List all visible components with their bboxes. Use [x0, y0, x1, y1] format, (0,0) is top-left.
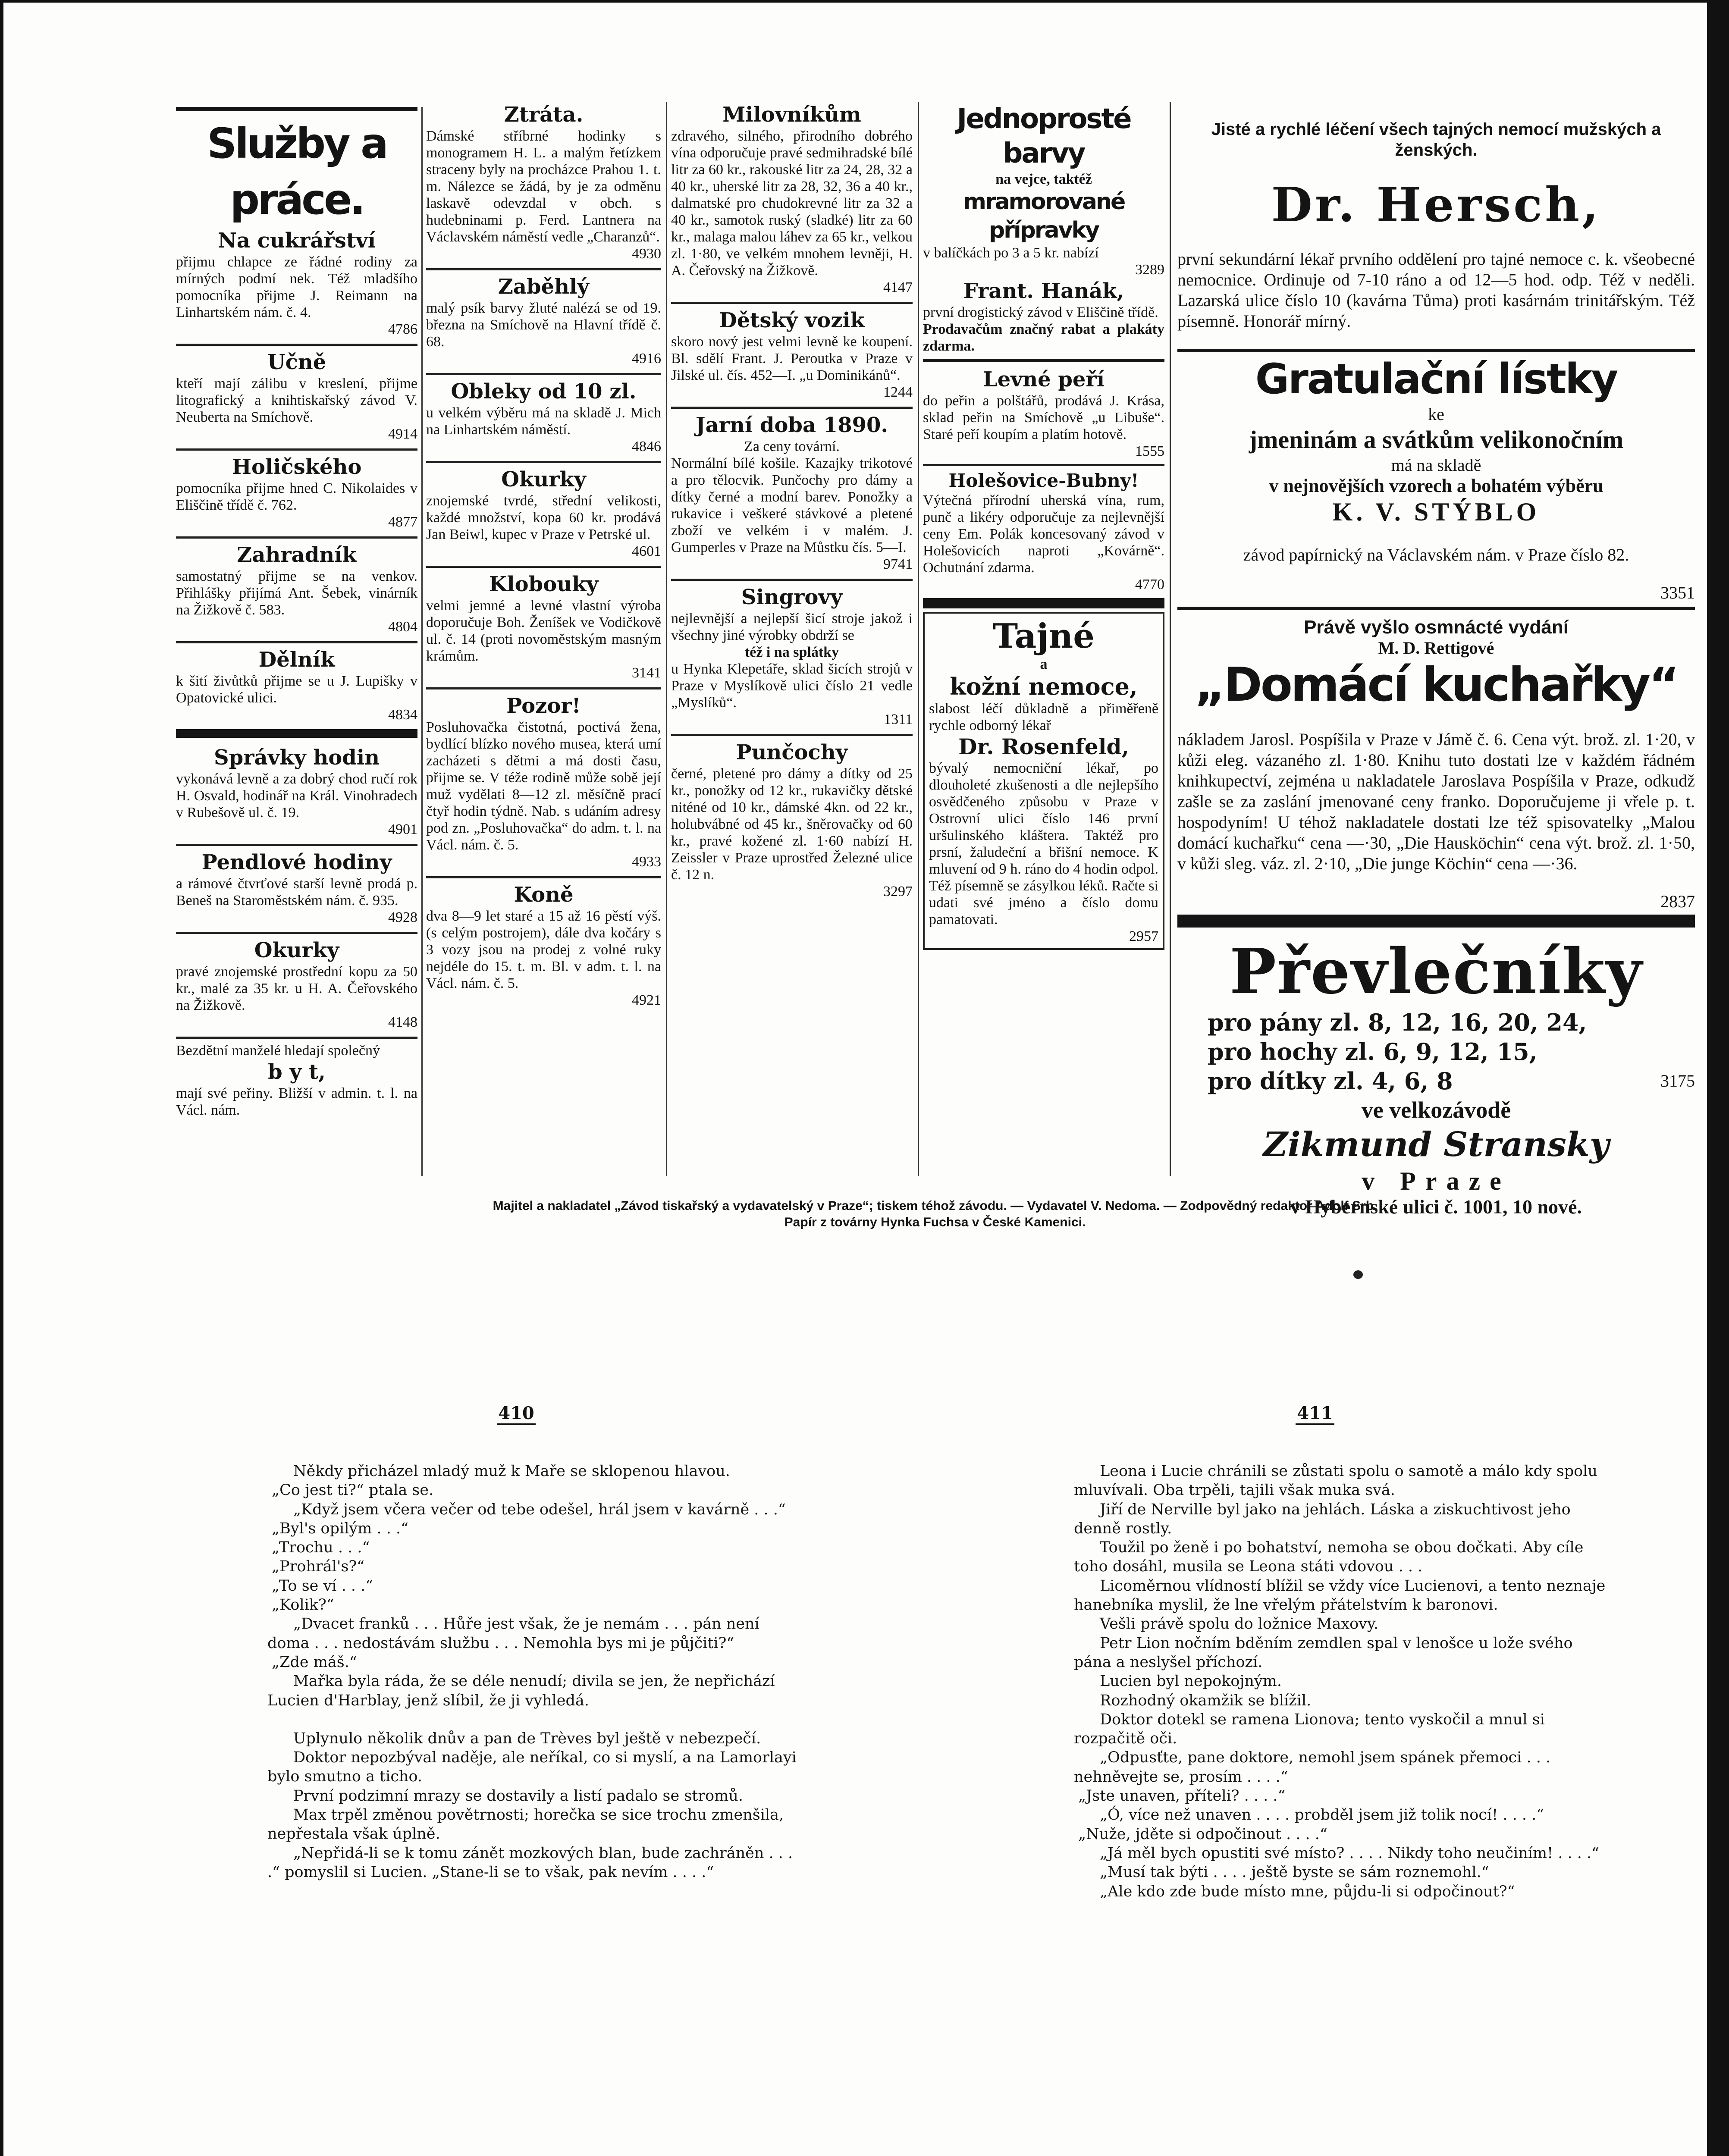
ad-subheading: Za ceny tovární.: [744, 439, 840, 454]
ad-number: 3297: [883, 884, 913, 899]
novel-paragraph: Max trpěl změnou povětrnosti; horečka se sice trochu zmenšila, nepřestala však úplně.: [267, 1806, 784, 1843]
novel-paragraph: „Odpusťte, pane doktore, nemohl jsem spánek přemoci . . . nehněvejte se, prosím . . . .“: [1074, 1749, 1551, 1786]
price-line-text: pro dítky zl. 4, 6, 8: [1208, 1067, 1453, 1095]
doctor-name: Dr. Rosenfeld,: [958, 734, 1129, 759]
novel-paragraph: „To se ví . . .“: [272, 1577, 373, 1595]
ad-number: 4804: [388, 619, 417, 635]
novel-paragraph: Uplynulo několik dnův a pan de Trèves byl ještě v nebezpečí.: [293, 1730, 761, 1747]
novel-paragraph: „Já měl bych opustiti své místo? . . . . Nikdy toho neučiním! . . . .“: [1100, 1844, 1600, 1862]
novel-paragraph: Toužil po ženě i po bohatství, nemoha se obou dočkati. Aby cíle toho dosáhl, musila se Leona státi vdovou . . .: [1074, 1539, 1584, 1576]
divider: [176, 844, 417, 846]
ad-item: [176, 647, 417, 723]
novel-left-page: [267, 1462, 800, 1882]
section-title: Služby a práce.: [207, 119, 386, 224]
ad-body: černé, pletené pro dámy a dítky od 25 kr., ponožky od 12 kr., rukavičky dětské niténé od 10 kr., dámské 4kn. od 22 kr., holubvábné od 45 kr., šněrovačky od 60 kr., pravé kožené zl. 1·60 nabízí H. Zeissler v Praze uprostřed Železné ulice č. 12 n.: [671, 766, 913, 883]
greeting-cards-firm: K. V. STÝBLO: [1332, 498, 1540, 526]
overcoats-address: v Hybernské ulici č. 1001, 10 nové.: [1290, 1196, 1582, 1218]
top-edge-shadow: [0, 0, 1729, 3]
ad-heading: Jarní doba 1890.: [695, 413, 888, 437]
ad-item: [671, 584, 913, 728]
ad-connector: a: [1040, 656, 1048, 672]
rule-thick: [1177, 607, 1695, 610]
price-line: pro hochy zl. 6, 9, 12, 15,: [1208, 1038, 1538, 1065]
ad-body: velmi jemné a levné vlastní výroba doporučuje Boh. Ženíšek ve Vodičkově ul. č. 14 (proti novoměstským masným krámům.: [426, 598, 661, 664]
ad-body-bold: Prodavačům značný rabat a plakáty zdarma.: [923, 321, 1164, 354]
divider: [426, 373, 661, 375]
ad-title: Tajné: [993, 617, 1095, 656]
novel-paragraph: Lucien byl nepokojným.: [1100, 1673, 1282, 1690]
ad-number: 3175: [1660, 1071, 1695, 1091]
ad-number: 4846: [632, 439, 661, 454]
right-page-number: 411: [1296, 1403, 1334, 1425]
novel-paragraph: „Dvacet franků . . . Hůře jest však, že je nemám . . . pán není doma . . . nedostávám službu . . . Nemohla bys mi je půjčiti?“: [267, 1615, 759, 1652]
ad-heading: b y t,: [268, 1060, 326, 1084]
ad-number: 4770: [1135, 577, 1164, 592]
divider: [426, 687, 661, 689]
column-3-offers: [671, 102, 913, 906]
greeting-cards-title: Gratulační lístky: [1255, 355, 1617, 403]
novel-paragraph: Mařka byla ráda, že se déle nenudí; divila se jen, že nepřichází Lucien d'Harblay, jenž slíbil, že ji vyhledá.: [267, 1673, 775, 1709]
ad-title: Jednoprosté barvy: [957, 103, 1131, 169]
ad-item: [671, 102, 913, 296]
divider: [671, 734, 913, 736]
cookbook-intro: Právě vyšlo osmnácté vydání: [1304, 617, 1569, 638]
ad-heading: Okurky: [254, 938, 339, 962]
novel-paragraph: Petr Lion nočním bděním zemdlen spal v lenošce u lože svého pána a neslyšel příchozí.: [1074, 1634, 1573, 1671]
greeting-cards-ke: ke: [1428, 404, 1444, 424]
ad-heading: Punčochy: [736, 740, 848, 765]
ad-number: 4928: [388, 909, 417, 925]
ad-body: slabost léčí důkladně a přiměřeně rychle odborný lékař: [929, 701, 1158, 733]
ad-item: [671, 307, 913, 401]
ad-body: samostatný přijme se na venkov. Přihlášky přijímá Ant. Šebek, vinárník na Žižkově č. 583.: [176, 568, 417, 618]
novel-paragraph: První podzimní mrazy se dostavily a listí padalo se stromů.: [293, 1787, 743, 1805]
novel-paragraph: „Co jest ti?“ ptala se.: [272, 1482, 434, 1499]
ad-body: první drogistický závod v Eliščině třídě.: [923, 304, 1158, 320]
ad-item: [671, 412, 913, 573]
ad-number: 3351: [1660, 583, 1695, 602]
ad-number: 4916: [632, 351, 661, 367]
medical-ad-box: [923, 612, 1164, 950]
ad-number: 4147: [883, 279, 913, 295]
ad-title-2: kožní nemoce,: [950, 673, 1138, 700]
rule-thick: [923, 359, 1164, 362]
ad-item: [176, 849, 417, 926]
column-rule: [918, 102, 919, 1176]
novel-paragraph: Leona i Lucie chránili se zůstati spolu o samotě a málo kdy spolu mluvívali. Oba trpěli, tajili však muka svá.: [1074, 1463, 1597, 1499]
ad-number: 4914: [388, 426, 417, 442]
divider: [671, 407, 913, 409]
column-rule: [666, 102, 667, 1176]
cookbook-body: nákladem Jarosl. Pospíšila v Praze v Jámě č. 6. Cena výt. brož. zl. 1·20, v kůži eleg. vázaného zl. 1·80. Knihu tuto dostati lze v každém řádném knihkupectví, zejména u nakladatele Jaroslava Pospíšila v Praze, odkudž zašle se za zaslání jmenované ceny franko. Doporučujeme ji vřele p. t. hospodyním! U téhož nakladatele dostati lze též spisovatelky „Malou domácí kuchařku“ cena —·30, „Die Hausköchin“ cena výt. brož. zl. 1·50, v kůži sleg. váz. zl. 2·10, „Die junge Köchin“ cena —·36.: [1177, 730, 1695, 873]
novel-paragraph: „Když jsem včera večer od tebe odešel, hrál jsem v kavárně . . .“: [293, 1501, 786, 1518]
price-line: pro pány zl. 8, 12, 16, 20, 24,: [1208, 1009, 1587, 1036]
ad-number: 4601: [632, 543, 661, 559]
column-2-notices: [426, 102, 661, 1015]
novel-paragraph: „Byl's opilým . . .“: [272, 1520, 408, 1537]
ad-item: [176, 228, 417, 338]
ad-heading: Obleky od 10 zl.: [451, 379, 637, 404]
divider: [426, 268, 661, 270]
ad-number: 4834: [388, 707, 417, 723]
ad-body: Výtečná přírodní uherská vína, rum, punč a likéry odporučuje za nejlevnější ceny Em. Polák koncesovaný závod v Holešovicích naproti „Kovárně“. Ochutnání zdarma.: [923, 492, 1164, 576]
novel-paragraph: „Nuže, jděte si odpočinout . . . .“: [1078, 1825, 1327, 1843]
column-5-display-ads: [1177, 102, 1695, 1217]
rule-thick: [1177, 349, 1695, 352]
ad-body: v balíčkách po 3 a 5 kr. nabízí: [923, 245, 1099, 261]
small-ad: Bezdětní manželé hledají společný: [176, 1043, 380, 1059]
ad-item: [426, 274, 661, 367]
ad-number: 2957: [1129, 928, 1158, 944]
cookbook-author: M. D. Rettigové: [1378, 638, 1494, 658]
ad-heading: Okurky: [501, 467, 586, 492]
ad-item: [426, 693, 661, 870]
price-line: [1208, 1066, 1695, 1096]
ad-body: malý psík barvy žluté nalézá se od 19. března na Smíchově na Hlavní třídě č. 68.: [426, 300, 661, 350]
ad-body: Normální bílé košile. Kazajky trikotové a pro tělocvik. Punčochy pro dámy a dítky černé a modní barev. Ponožky a rukavice i veškeré stávkové a pletené zboží ve velkém i v malém. J. Gumperles v Praze na Můstku čís. 5—I.: [671, 455, 913, 555]
ad-number: 4921: [632, 992, 661, 1008]
ad-item: [176, 745, 417, 838]
divider: [176, 448, 417, 451]
imprint-footer: [176, 1198, 1694, 1231]
rule-thick: [1177, 915, 1695, 928]
cookbook-title: „Domácí kuchařky“: [1195, 658, 1678, 712]
ad-number: 4877: [388, 514, 417, 530]
ad-heading: Dětský vozik: [719, 308, 865, 332]
ad-number: 4901: [388, 821, 417, 837]
greeting-cards-address: závod papírnický na Václavském nám. v Praze číslo 82.: [1243, 545, 1629, 564]
ad-body: dva 8—9 let staré a 15 až 16 pěstí výš. (s celým postrojem), dále dva kočáry s 3 vozy jsou na prodej z volné ruky nejdéle do 15. t. m. Bl. v adm. t. l. na Václ. nám. č. 5.: [426, 908, 661, 991]
ad-item: [176, 542, 417, 635]
column-rule: [421, 107, 423, 1176]
overcoats-store: ve velkozávodě: [1361, 1097, 1511, 1123]
ad-body: do peřin a polštářů, prodává J. Krása, sklad peřin na Smíchově „u Libuše“. Staré peří koupím a platím hotově.: [923, 393, 1164, 442]
overcoats-city: v Praze: [1362, 1167, 1511, 1195]
novel-paragraph: „Nepřidá-li se k tomu zánět mozkových blan, bude zachráněn . . . .“ pomyslil si Lucien. „Stane-li se to však, pak nevím . . . .“: [267, 1844, 793, 1881]
overcoats-firm: Zikmund Stransky: [1263, 1125, 1610, 1164]
novel-paragraph: „Kolik?“: [272, 1596, 334, 1614]
ad-item: [426, 379, 661, 455]
ad-body: vykonává levně a za dobrý chod ručí rok H. Osvald, hodinář na Král. Vinohradech v Rubešově ul. č. 19.: [176, 771, 417, 821]
ad-body: u Hynka Klepetáře, sklad šicích strojů v Praze v Myslíkově ulici číslo 21 vedle „Myslíků“.: [671, 661, 913, 711]
ad-body: pomocníka přijme hned C. Nikolaides v Eliščině třídě č. 762.: [176, 480, 417, 513]
ad-number: 4148: [388, 1014, 417, 1030]
ad-heading: Dělník: [258, 648, 335, 672]
column-rule: [1170, 102, 1171, 1176]
ad-item: [426, 882, 661, 1009]
ink-spot: [1353, 1270, 1363, 1279]
novel-paragraph: „Musí tak býti . . . . ještě byste se sám roznemohl.“: [1100, 1864, 1489, 1881]
divider: [923, 464, 1164, 466]
ad-heading: Levné peří: [983, 367, 1105, 392]
hersch-name: Dr. Hersch,: [1271, 177, 1601, 232]
novel-paragraph: Doktor dotekl se ramena Lionova; tento vyskočil a mnul si rozpačitě oči.: [1074, 1711, 1545, 1748]
right-edge-shadow: [1707, 0, 1729, 2156]
divider: [176, 641, 417, 643]
divider: [176, 536, 417, 539]
ad-subtitle: na vejce, taktéž: [995, 171, 1092, 187]
ad-heading: Na cukrářství: [217, 229, 376, 253]
ad-body: skoro nový jest velmi levně ke koupení. Bl. sdělí Frant. J. Peroutka v Praze v Jilské ul. čís. 452—I. „u Dominikánů“.: [671, 334, 913, 383]
ad-heading: Pozor!: [506, 694, 581, 718]
ad-body: bývalý nemocniční lékař, po dlouholeté zkušenosti a dle nejlepšího osvědčeného způsobu v Praze v Ostrovní ulici číslo 146 první uršulinského kláštera. Taktéž pro prsní, žaludeční a břišní nemoce. K mluvení od 9 h. ráno do 4 hodin odpol. Též písemně se zásylkou léků. Račte si udati své jméno a číslo domu pamatovati.: [929, 760, 1158, 928]
divider: [176, 1037, 417, 1039]
ad-body: Posluhovačka čistotná, poctivá žena, bydlící blízko nového musea, která umí zacházeti s dětmi a má dosti času, přijme se. V téže rodině může sobě její muž vydělati 8—12 zl. měsíčně prací čtyř hodin týdně. Nab. s udáním adresy pod zn. „Posluhovačka“ do adm. t. l. na Václ. nám. č. 5.: [426, 719, 661, 853]
ad-heading: Holičského: [232, 455, 362, 479]
ad-body: znojemské tvrdé, střední velikosti, každé množství, kopa 60 kr. prodává Jan Beiwl, kupec v Praze v Petrské ul.: [426, 493, 661, 542]
ad-body: u velkém výběru má na skladě J. Mich na Linhartském náměstí.: [426, 405, 661, 438]
greeting-cards-line-2: v nejnovějších vzorech a bohatém výběru: [1269, 475, 1603, 496]
novel-paragraph: Rozhodný okamžik se blížil.: [1100, 1692, 1312, 1709]
ad-name: Frant. Hanák,: [963, 279, 1124, 303]
novel-paragraph: „Prohrál's?“: [272, 1558, 365, 1576]
ad-number: 1244: [883, 384, 913, 400]
ad-heading: Zahradník: [237, 543, 357, 567]
ad-item: [426, 102, 661, 262]
divider: [176, 344, 417, 346]
divider: [426, 566, 661, 568]
novel-paragraph: Licoměrnou vlídností blížil se vždy více Lucienovi, a tento neznaje hanebníka myslil, že lne vřelým přátelstvím k baronovi.: [1074, 1577, 1606, 1614]
novel-paragraph: „Ó, více než unaven . . . . probděl jsem již tolik nocí! . . . .“: [1100, 1806, 1544, 1824]
ad-number: 3289: [1135, 262, 1164, 278]
ad-item: [426, 467, 661, 560]
divider: [671, 579, 913, 581]
overcoats-prices: [1177, 1008, 1695, 1096]
ad-item: [426, 571, 661, 681]
novel-right-page: [1074, 1462, 1611, 1901]
overcoats-title: Převlečníky: [1229, 935, 1643, 1008]
divider: [426, 461, 661, 463]
hersch-intro: Jisté a rychlé léčení všech tajných nemocí mužských a ženských.: [1211, 120, 1661, 160]
ad-body: mají své peřiny. Bližší v admin. t. l. na Václ. nám.: [176, 1085, 417, 1118]
novel-paragraph: Doktor nepozbýval naděje, ale neříkal, co si myslí, a na Lamorlayi bylo smutno a ticho.: [267, 1749, 797, 1786]
rule-thick: [176, 729, 417, 738]
novel-paragraph: Někdy přicházel mladý muž k Maře se sklopenou hlavou.: [293, 1463, 730, 1480]
ad-number: 3141: [632, 665, 661, 681]
ad-body: a rámové čtvrťové starší levně prodá p. Beneš na Staroměstském nám. č. 935.: [176, 876, 417, 909]
ad-body: pravé znojemské prostřední kopu za 50 kr., malé za 35 kr. u H. A. Čeřovského na Žižkově.: [176, 964, 417, 1013]
novel-paragraph: Jiří de Nerville byl jako na jehlách. Láska a ziskuchtivost jeho denně rostly.: [1074, 1501, 1571, 1537]
ad-heading: Singrovy: [741, 585, 843, 609]
novel-paragraph: Vešli právě spolu do ložnice Maxovy.: [1100, 1615, 1379, 1633]
ad-body: zdravého, silného, přirodního dobrého vína odporučuje pravé sedmihradské bílé litr za 60 kr., rakouské litr za 24, 28, 32 a 40 kr., uherské litr za 28, 32, 36 a 40 kr., dalmatské pro chudokrevné litr za 32 a 40 kr., samotok ruský (sladké) litr za 60 kr., malaga malou láhev za 65 kr., velkou zl. 1·80, ve velkém mnohem levněji, H. A. Čeřovský na Žižkově.: [671, 128, 913, 279]
ad-body: přijmu chlapce ze řádné rodiny za mírných podmí nek. Též mladšího pomocníka přijme J. Reimann na Linhartském nám. č. 4.: [176, 254, 417, 320]
ad-number: 9741: [883, 556, 913, 572]
novel-paragraph: „Ale kdo zde bude místo mne, půjdu-li si odpočinout?“: [1100, 1883, 1515, 1900]
rule-thick: [923, 598, 1164, 608]
ad-number: 1555: [1135, 443, 1164, 459]
ad-heading: Koně: [514, 883, 574, 907]
ad-heading: Zaběhlý: [498, 275, 590, 299]
novel-paragraph: „Trochu . . .“: [272, 1539, 370, 1557]
hersch-body: první sekundární lékař prvního oddělení pro tajné nemoce c. k. všeobecné nemocnice. Ordinuje od 7-10 ráno a od 12—5 hod. odp. Též v neděli. Lazarská ulice číslo 10 (kavárna Tůma) proti kasárnám trinitářským. Též písemně. Honorář mírný.: [1177, 249, 1695, 331]
divider: [426, 876, 661, 878]
imprint-line-2: Papír z továrny Hynka Fuchsa v České Kamenici.: [784, 1215, 1086, 1229]
left-page-number: 410: [497, 1403, 536, 1425]
ad-heading: Klobouky: [489, 572, 599, 596]
ad-number: 4933: [632, 854, 661, 870]
column-1-services: [176, 107, 417, 1119]
section-gap: [267, 1710, 800, 1729]
greeting-cards-line: jmeninám a svátkům velikonočním: [1249, 426, 1624, 454]
ad-heading: Správky hodin: [214, 746, 380, 770]
ad-heading: Učně: [267, 350, 326, 374]
novel-paragraph: „Jste unaven, příteli? . . . .“: [1078, 1787, 1286, 1805]
ad-number: 2837: [1660, 892, 1695, 911]
ad-body: nejlevnější a nejlepší šicí stroje jakož i všechny jiné výrobky obdrží se: [671, 611, 913, 643]
ad-heading: Holešovice-Bubny!: [948, 470, 1139, 491]
ad-body: kteří mají zálibu v kreslení, přijme litografický a knihtiskařský závod V. Neuberta na Smíchově.: [176, 376, 417, 425]
ad-center-line: též i na splátky: [744, 644, 839, 660]
ad-number: 4930: [632, 246, 661, 262]
ad-heading: Milovníkům: [722, 103, 861, 127]
ad-title-2: mramorované přípravky: [963, 189, 1125, 243]
ad-heading: Ztráta.: [504, 103, 584, 127]
ad-number: 4786: [388, 321, 417, 337]
ad-item: [176, 349, 417, 442]
imprint-line-1: Majitel a nakladatel „Závod tiskařský a vydavatelský v Praze“; tiskem téhož závodu. — Vydavatel V. Nedoma. — Zodpovědný redaktor Adolf Srb.: [493, 1199, 1378, 1213]
greeting-cards-stock: má na skladě: [1391, 455, 1481, 475]
ad-body: k šití živůtků přijme se u J. Lupišky v Opatovické ulici.: [176, 673, 417, 706]
ad-number: 1311: [884, 711, 913, 727]
ad-item: [176, 454, 417, 530]
ad-heading: Pendlové hodiny: [201, 850, 392, 874]
left-edge-shadow: [0, 0, 3, 2156]
ad-body: Dámské stříbrné hodinky s monogramem H. L. a malým řetízkem straceny byly na procházce Prahou 1. t. m. Nálezce se žádá, by je za odměnu laskavě odevzdal v obch. s hudebninami p. Ferd. Lantnera na Václavském náměstí vedle „Charanzů“.: [426, 128, 661, 245]
ad-item: [671, 740, 913, 900]
divider: [176, 932, 417, 934]
ad-item: [176, 937, 417, 1031]
novel-paragraph: „Zde máš.“: [272, 1653, 357, 1671]
rule-thick: [176, 107, 417, 111]
column-4-drugstore: [923, 102, 1164, 950]
divider: [671, 302, 913, 304]
